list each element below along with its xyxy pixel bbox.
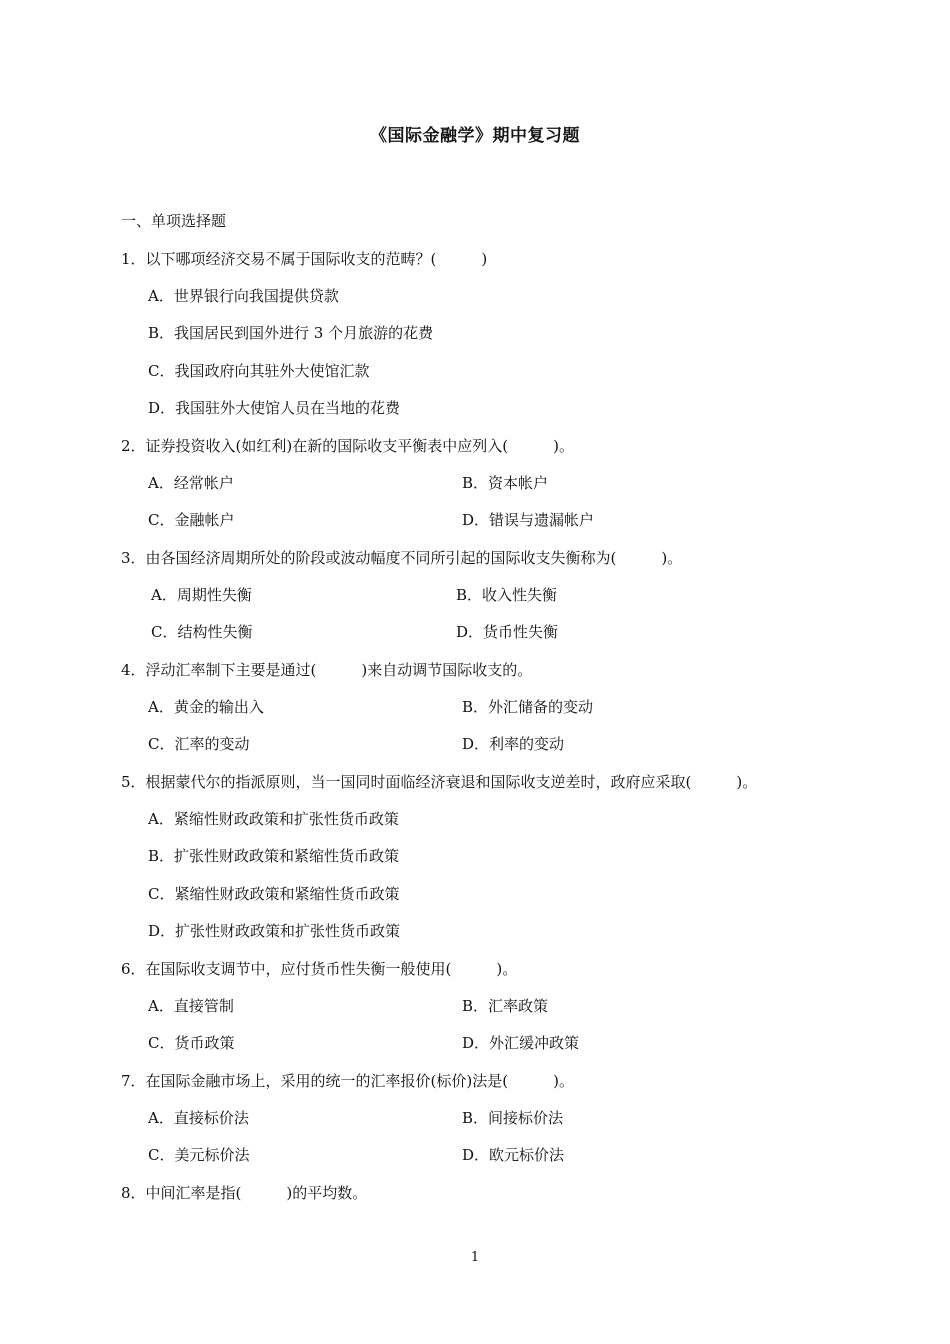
- q2-option-c: C．金融帐户: [148, 511, 235, 529]
- q6-option-c: C．货币政策: [148, 1034, 235, 1052]
- q5-option-a: A．紧缩性财政政策和扩张性货币政策: [148, 810, 399, 828]
- q3-option-b: B．收入性失衡: [456, 586, 558, 604]
- q4-option-a: A．黄金的输出入: [148, 698, 264, 716]
- q7-option-b: B．间接标价法: [462, 1109, 564, 1127]
- q5-option-d: D．扩张性财政政策和扩张性货币政策: [148, 922, 401, 940]
- q1-option-a: A．世界银行向我国提供贷款: [148, 287, 339, 305]
- q2-option-d: D．错误与遗漏帐户: [462, 511, 595, 529]
- q7-option-c: C．美元标价法: [148, 1146, 250, 1164]
- q6-option-b: B．汇率政策: [462, 997, 549, 1015]
- page-number: 1: [470, 1250, 480, 1265]
- q1-option-c: C．我国政府向其驻外大使馆汇款: [148, 362, 370, 380]
- q1-option-b: B．我国居民到国外进行 3 个月旅游的花费: [148, 324, 434, 342]
- q2-option-b: B．资本帐户: [462, 474, 549, 492]
- q7-option-a: A．直接标价法: [148, 1109, 249, 1127]
- question-2: 2．证券投资收入(如红利)在新的国际收支平衡表中应列入( )。: [121, 437, 574, 455]
- question-1: 1．以下哪项经济交易不属于国际收支的范畴？( ): [121, 250, 488, 268]
- q2-option-a: A．经常帐户: [148, 474, 234, 492]
- q6-option-a: A．直接管制: [148, 997, 234, 1015]
- question-8: 8．中间汇率是指( )的平均数。: [121, 1184, 368, 1202]
- q7-option-d: D．欧元标价法: [462, 1146, 565, 1164]
- section-heading: 一、单项选择题: [121, 212, 227, 230]
- q6-option-d: D．外汇缓冲政策: [462, 1034, 580, 1052]
- q3-option-d: D．货币性失衡: [456, 623, 559, 641]
- question-5: 5．根据蒙代尔的指派原则，当一国同时面临经济衰退和国际收支逆差时，政府应采取( )。: [121, 773, 758, 791]
- q4-option-b: B．外汇储备的变动: [462, 698, 594, 716]
- q3-option-a: A．周期性失衡: [151, 586, 252, 604]
- q3-option-c: C．结构性失衡: [151, 623, 253, 641]
- question-3: 3．由各国经济周期所处的阶段或波动幅度不同所引起的国际收支失衡称为( )。: [121, 549, 683, 567]
- q1-option-d: D．我国驻外大使馆人员在当地的花费: [148, 399, 401, 417]
- question-4: 4．浮动汇率制下主要是通过( )来自动调节国际收支的。: [121, 661, 533, 679]
- document-title: 《国际金融学》期中复习题: [370, 126, 580, 146]
- q4-option-d: D．利率的变动: [462, 735, 565, 753]
- question-6: 6．在国际收支调节中，应付货币性失衡一般使用( )。: [121, 960, 518, 978]
- q5-option-c: C．紧缩性财政政策和紧缩性货币政策: [148, 885, 400, 903]
- question-7: 7．在国际金融市场上，采用的统一的汇率报价(标价)法是( )。: [121, 1072, 574, 1090]
- q4-option-c: C．汇率的变动: [148, 735, 250, 753]
- q5-option-b: B．扩张性财政政策和紧缩性货币政策: [148, 847, 400, 865]
